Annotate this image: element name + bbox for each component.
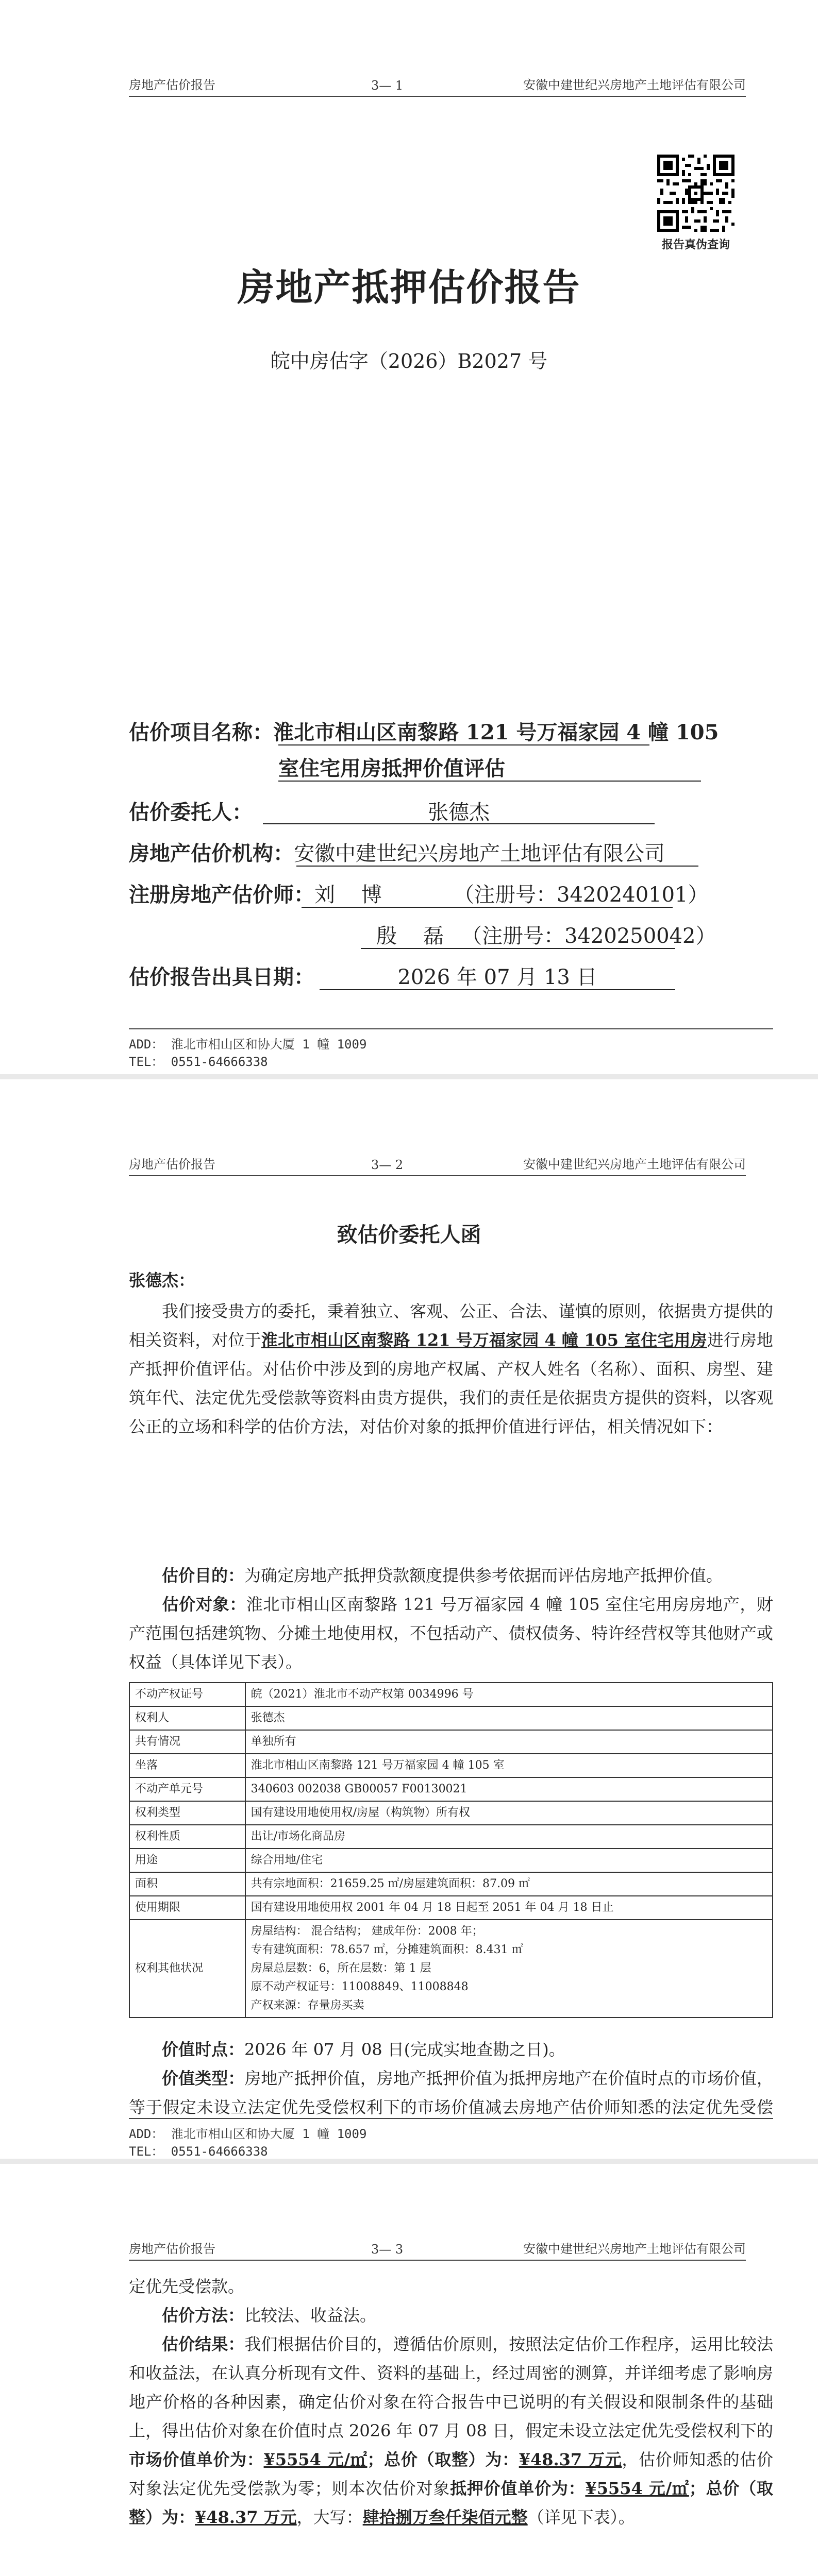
intro-property-address: 淮北市相山区南黎路 121 号万福家园 4 幢 105 室住宅用房 [261, 1330, 707, 1350]
market-total-price: ¥48.37 万元 [519, 2450, 622, 2469]
rights-value-cell [245, 1896, 773, 1920]
footer-rule [129, 2118, 773, 2119]
object-paragraph [129, 1590, 773, 1676]
client-row [129, 796, 253, 825]
footer-tel: TEL： 0551-64666338 [129, 1055, 268, 1069]
value-date-label: 价值时点： [162, 2040, 245, 2059]
rights-key-cell: 权利人 [129, 1706, 245, 1730]
rights-value-line: 专有建筑面积：78.657 ㎡，分摊建筑面积：8.431 ㎡ [251, 1943, 523, 1956]
table-row [129, 1683, 773, 1706]
market-unit-price: ¥5554 元/㎡ [263, 2450, 368, 2469]
header-right: 安徽中建世纪兴房地产土地评估有限公司 [523, 1157, 746, 1172]
rights-key-cell: 共有情况 [129, 1730, 245, 1754]
rights-value-line: 房屋总层数：6，所在层数：第 1 层 [251, 1962, 431, 1975]
object-label: 估价对象： [162, 1595, 246, 1614]
rights-value-line: 淮北市相山区南黎路 121 号万福家园 4 幢 105 室 [251, 1759, 505, 1772]
footer-rule [129, 1028, 773, 1029]
method-paragraph [129, 2301, 773, 2330]
header-left: 房地产估价报告 [129, 78, 215, 92]
page-header [129, 1157, 746, 1176]
rights-value-line: 出让/市场化商品房 [251, 1830, 346, 1843]
page-footer [129, 2125, 773, 2160]
rights-value-line: 综合用地/住宅 [251, 1854, 323, 1867]
intro-text-a: 我们接受贵方的委托，秉着独立、客观、公正、合法、谨慎的原则，依据贵方提供的相关资料，对位于 [129, 1301, 773, 1350]
project-row-2 [278, 752, 505, 782]
method-text: 比较法、收益法。 [244, 2306, 377, 2325]
rights-value-cell [245, 1706, 773, 1730]
purpose-label: 估价目的： [162, 1566, 245, 1585]
project-underline-2 [278, 781, 701, 782]
report-date: 2026 年 07 月 13 日 [397, 965, 597, 989]
date-label: 估价报告出具日期： [129, 965, 314, 989]
rights-key-cell: 权利性质 [129, 1825, 245, 1849]
rights-key-cell: 权利其他状况 [129, 1920, 245, 2018]
mortgage-total-label: ；总价（取整）为： [129, 2479, 773, 2527]
report-number: 皖中房估字（2026）B2027 号 [270, 350, 548, 372]
footer-address: ADD： 淮北市相山区和协大厦 1 幢 1009 [129, 2127, 367, 2141]
property-rights-table [129, 1682, 773, 2018]
page-footer [129, 1036, 773, 1071]
cover-page [0, 0, 818, 1074]
company-row [129, 837, 665, 867]
purpose-text: 为确定房地产抵押贷款额度提供参考依据而评估房地产抵押价值。 [244, 1566, 723, 1585]
market-unit-label: 市场价值单价为： [129, 2450, 264, 2469]
result-label: 估价结果： [162, 2334, 245, 2354]
appraiser1-underline [302, 907, 673, 908]
page-header [129, 77, 746, 97]
appraiser-row [129, 878, 314, 908]
appraiser2-name: 殷 磊 [376, 924, 444, 948]
table-row [129, 1825, 773, 1849]
appraiser1-name: 刘 博 [314, 883, 382, 907]
client-name: 张德杰 [428, 801, 490, 824]
rights-value-cell [245, 1872, 773, 1896]
project-label: 估价项目名称： [129, 720, 273, 744]
rights-value-cell [245, 1920, 773, 2018]
appraiser2-number: （注册号：3420250042） [461, 924, 716, 948]
mortgage-unit-price: ¥5554 元/㎡ [585, 2479, 689, 2498]
table-row [129, 1920, 773, 2018]
date-row [129, 961, 314, 990]
rights-value-cell [245, 1683, 773, 1706]
rights-value-cell [245, 1754, 773, 1777]
market-total-label: ；总价（取整）为： [367, 2450, 519, 2469]
rights-key-cell: 面积 [129, 1872, 245, 1896]
rights-value-cell [245, 1801, 773, 1825]
rights-key-cell: 不动产权证号 [129, 1683, 245, 1706]
object-text: 淮北市相山区南黎路 121 号万福家园 4 幢 105 室住宅用房房地产，财产范围包括建筑物、分摊土地使用权，不包括动产、债权债务、特许经营权等其他财产或权益（具体详见下表）。 [129, 1595, 773, 1672]
rights-value-line: 房屋结构： 混合结构； 建成年份：2008 年； [251, 1925, 483, 1938]
rights-value-line: 皖（2021）淮北市不动产权第 0034996 号 [251, 1688, 474, 1701]
project-name-line1: 淮北市相山区南黎路 121 号万福家园 4 幢 105 [273, 720, 719, 744]
rights-value-line: 原不动产权证号：11008849、11008848 [251, 1980, 469, 1993]
rights-key-cell: 不动产单元号 [129, 1777, 245, 1801]
date-underline [320, 989, 675, 990]
rights-key-cell: 权利类型 [129, 1801, 245, 1825]
table-row [129, 1849, 773, 1872]
rights-value-line: 国有建设用地使用权/房屋（构筑物）所有权 [251, 1806, 471, 1819]
rights-value-line: 340603 002038 GB00057 F00130021 [251, 1783, 468, 1795]
salutation: 张德杰： [129, 1270, 195, 1290]
client-label: 估价委托人： [129, 800, 253, 824]
footer-address: ADD： 淮北市相山区和协大厦 1 幢 1009 [129, 1037, 367, 1052]
client-underline [263, 823, 655, 824]
value-date-text: 2026 年 07 月 08 日(完成实地查勘之日)。 [244, 2040, 565, 2059]
value-type-paragraph [129, 2064, 773, 2122]
result-text-4: （详见下表）。 [527, 2507, 635, 2527]
header-right: 安徽中建世纪兴房地产土地评估有限公司 [523, 2242, 746, 2256]
company-label: 房地产估价机构： [129, 841, 294, 866]
letter-page [0, 1079, 818, 2159]
table-row [129, 1896, 773, 1920]
appraiser1-number: （注册号：3420240101） [454, 883, 709, 907]
rights-value-line: 产权来源：存量房买卖 [251, 1999, 364, 2012]
letter-title: 致估价委托人函 [337, 1223, 481, 1247]
rights-value-line: 国有建设用地使用权 2001 年 04 月 18 日起至 2051 年 04 月 18 日止 [251, 1901, 614, 1914]
rights-value-line: 单独所有 [251, 1735, 296, 1748]
rights-value-cell [245, 1777, 773, 1801]
company-underline [296, 866, 698, 867]
table-row [129, 1754, 773, 1777]
project-name-line2: 室住宅用房抵押价值评估 [278, 756, 505, 781]
header-right: 安徽中建世纪兴房地产土地评估有限公司 [523, 78, 746, 92]
intro-text-c: 进行房地产抵押价值评估。对估价中涉及到的房地产权属、产权人姓名（名称）、面积、房型、建筑年代、法定优先受偿款等资料由贵方提供，我们的责任是依据贵方提供的资料，以客观公正的立场和科学的估价方法，对估价对象的抵押价值进行评估，相关情况如下： [129, 1330, 773, 1436]
appraiser-label: 注册房地产估价师： [129, 883, 314, 907]
company-name: 安徽中建世纪兴房地产土地评估有限公司 [294, 842, 665, 866]
report-title: 房地产抵押估价报告 [237, 265, 581, 309]
appraiser2-underline [361, 948, 675, 949]
header-page-number: 3— 2 [371, 1158, 404, 1172]
rights-value-cell [245, 1849, 773, 1872]
value-type-text: 房地产抵押价值，房地产抵押价值为抵押房地产在价值时点的市场价值，等于假定未设立法定优先受偿权利下的市场价值减去房地产估价师知悉的法定优先受偿 [129, 2069, 773, 2117]
value-type-continued: 定优先受偿款。 [129, 2277, 245, 2296]
header-left: 房地产估价报告 [129, 2242, 215, 2256]
project-underline-1 [278, 744, 649, 745]
footer-tel: TEL： 0551-64666338 [129, 2144, 268, 2159]
rights-value-line: 共有宗地面积：21659.25 ㎡/房屋建筑面积：87.09 ㎡ [251, 1877, 530, 1890]
result-text-1: 我们根据估价目的，遵循估价原则，按照法定估价工作程序，运用比较法和收益法，在认真分析现有文件、资料的基础上，经过周密的测算，并详细考虑了影响房地产价格的各种因素，确定估价对象在符合报告中已说明的有关假设和限制条件的基础上，得出估价对象在价值时点 2026 年 07 月 08 日，假定未设立法定优先受偿权利下的 [129, 2334, 773, 2441]
value-type-label: 价值类型： [162, 2069, 245, 2088]
result-paragraph [129, 2330, 773, 2532]
rights-value-line: 张德杰 [251, 1711, 285, 1724]
project-row [129, 716, 719, 745]
qr-code-icon[interactable] [657, 155, 734, 232]
result-text-3: ，大写： [296, 2507, 363, 2527]
rights-key-cell: 用途 [129, 1849, 245, 1872]
purpose-paragraph [129, 1561, 773, 1590]
table-row [129, 1730, 773, 1754]
table-row [129, 1801, 773, 1825]
page-header [129, 2241, 746, 2261]
letter-intro [129, 1297, 773, 1441]
mortgage-total-price: ¥48.37 万元 [195, 2507, 297, 2527]
table-row [129, 1777, 773, 1801]
table-row [129, 1706, 773, 1730]
header-left: 房地产估价报告 [129, 1157, 215, 1172]
mortgage-unit-label: 抵押价值单价为： [450, 2479, 586, 2498]
rights-value-cell [245, 1730, 773, 1754]
result-text-2: ，估价师知悉的估价对象法定优先受偿款为零；则本次估价对象 [129, 2450, 773, 2498]
rights-value-cell [245, 1825, 773, 1849]
method-label: 估价方法： [162, 2306, 245, 2325]
mortgage-total-capital: 肆拾捌万叁仟柒佰元整 [362, 2507, 528, 2527]
rights-key-cell: 坐落 [129, 1754, 245, 1777]
qr-caption: 报告真伪查询 [661, 238, 730, 251]
header-page-number: 3— 3 [371, 2242, 404, 2257]
header-page-number: 3— 1 [371, 78, 404, 93]
table-row [129, 1872, 773, 1896]
rights-key-cell: 使用期限 [129, 1896, 245, 1920]
value-date-paragraph [129, 2035, 773, 2064]
letter-page-continued [0, 2164, 818, 2576]
